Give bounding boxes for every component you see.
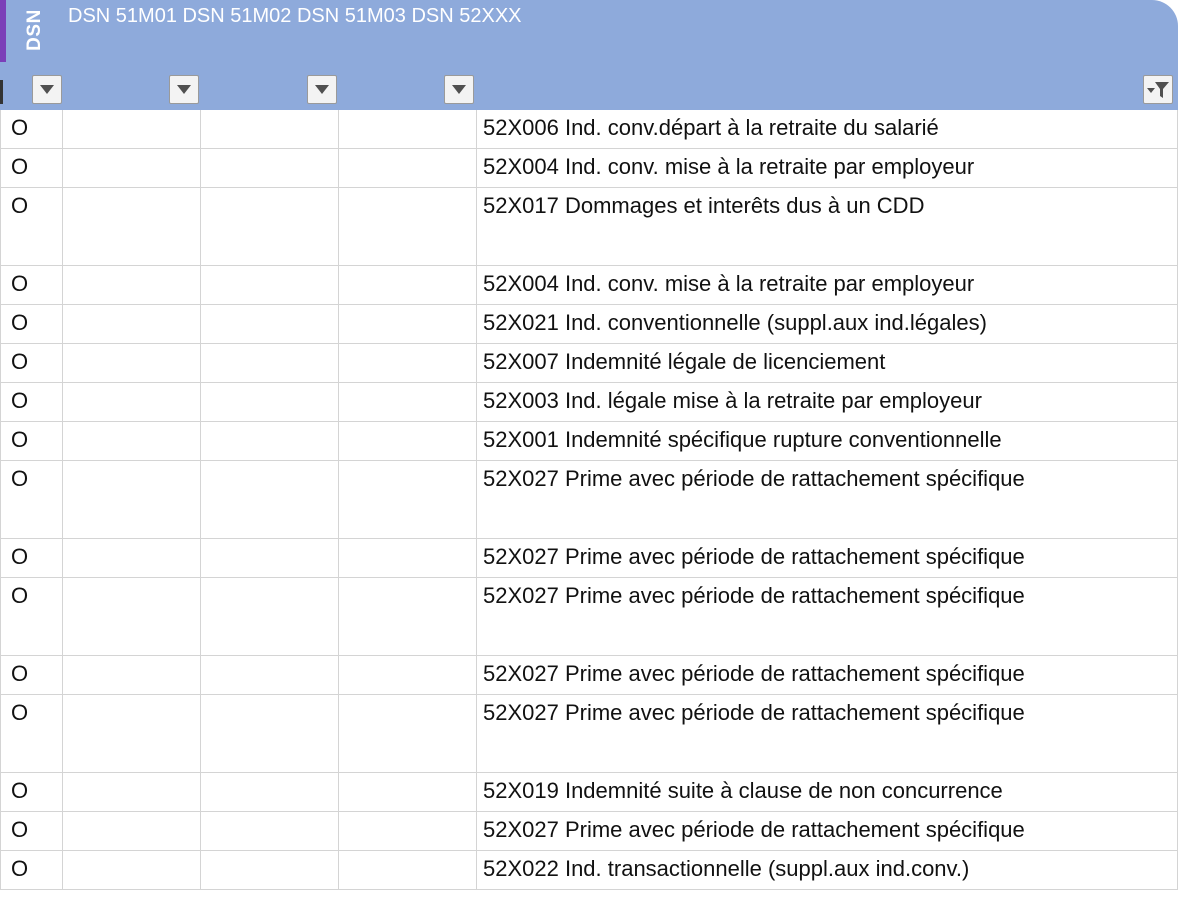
cell-empty[interactable] <box>201 422 339 460</box>
left-edge-marker <box>0 80 3 104</box>
sheet-tab-strip <box>0 0 6 62</box>
cell-empty[interactable] <box>63 578 201 655</box>
cell-flag[interactable]: O <box>0 266 63 304</box>
cell-empty[interactable] <box>63 461 201 538</box>
cell-empty[interactable] <box>63 539 201 577</box>
cell-flag[interactable]: O <box>0 539 63 577</box>
cell-empty[interactable] <box>339 149 477 187</box>
table-row <box>0 188 1178 266</box>
cell-empty[interactable] <box>201 266 339 304</box>
cell-empty[interactable] <box>201 305 339 343</box>
cell-empty[interactable] <box>339 695 477 772</box>
table-row <box>0 383 1178 422</box>
table-row <box>0 344 1178 383</box>
cell-label[interactable]: 52X006 Ind. conv.départ à la retraite du salarié <box>477 110 1178 148</box>
table-row <box>0 578 1178 656</box>
cell-flag[interactable]: O <box>0 149 63 187</box>
table-row <box>0 110 1178 149</box>
cell-flag[interactable]: O <box>0 695 63 772</box>
table-row <box>0 305 1178 344</box>
cell-flag[interactable]: O <box>0 773 63 811</box>
cell-empty[interactable] <box>63 773 201 811</box>
cell-empty[interactable] <box>339 383 477 421</box>
cell-flag[interactable]: O <box>0 110 63 148</box>
cell-flag[interactable]: O <box>0 851 63 889</box>
cell-flag[interactable]: O <box>0 305 63 343</box>
cell-flag[interactable]: O <box>0 578 63 655</box>
table-row <box>0 851 1178 890</box>
cell-label[interactable]: 52X027 Prime avec période de rattachement spécifique <box>477 812 1178 850</box>
cell-label[interactable]: 52X027 Prime avec période de rattachement spécifique <box>477 578 1178 655</box>
cell-empty[interactable] <box>201 383 339 421</box>
table-row <box>0 422 1178 461</box>
cell-empty[interactable] <box>339 656 477 694</box>
table-row <box>0 461 1178 539</box>
vertical-header-label: DSN <box>24 9 45 51</box>
cell-empty[interactable] <box>201 578 339 655</box>
filter-button-col5[interactable] <box>1143 75 1173 104</box>
cell-flag[interactable]: O <box>0 461 63 538</box>
table-row <box>0 539 1178 578</box>
cell-empty[interactable] <box>339 188 477 265</box>
cell-empty[interactable] <box>63 266 201 304</box>
cell-empty[interactable] <box>339 578 477 655</box>
cell-empty[interactable] <box>63 344 201 382</box>
table-row <box>0 266 1178 305</box>
vertical-header <box>22 2 48 58</box>
header-band <box>0 0 1178 110</box>
table-row <box>0 773 1178 812</box>
table-row <box>0 149 1178 188</box>
cell-flag[interactable]: O <box>0 656 63 694</box>
cell-empty[interactable] <box>63 851 201 889</box>
cell-empty[interactable] <box>201 695 339 772</box>
cell-empty[interactable] <box>339 266 477 304</box>
cell-empty[interactable] <box>201 773 339 811</box>
cell-label[interactable]: 52X027 Prime avec période de rattachement spécifique <box>477 461 1178 538</box>
dropdown-arrow-icon <box>40 85 54 94</box>
header-title: DSN 51M01 DSN 51M02 DSN 51M03 DSN 52XXX <box>68 5 522 27</box>
cell-empty[interactable] <box>201 539 339 577</box>
cell-empty[interactable] <box>339 851 477 889</box>
filter-button-col4[interactable] <box>444 75 474 104</box>
cell-empty[interactable] <box>339 110 477 148</box>
cell-empty[interactable] <box>63 812 201 850</box>
dropdown-arrow-icon <box>315 85 329 94</box>
dropdown-arrow-icon <box>452 85 466 94</box>
cell-empty[interactable] <box>63 695 201 772</box>
cell-label[interactable]: 52X003 Ind. légale mise à la retraite par employeur <box>477 383 1178 421</box>
cell-empty[interactable] <box>339 773 477 811</box>
cell-empty[interactable] <box>201 851 339 889</box>
cell-empty[interactable] <box>201 110 339 148</box>
cell-label[interactable]: 52X027 Prime avec période de rattachement spécifique <box>477 695 1178 772</box>
cell-label[interactable]: 52X004 Ind. conv. mise à la retraite par employeur <box>477 266 1178 304</box>
cell-empty[interactable] <box>63 188 201 265</box>
table-row <box>0 656 1178 695</box>
cell-empty[interactable] <box>201 656 339 694</box>
cell-empty[interactable] <box>339 539 477 577</box>
cell-empty[interactable] <box>339 422 477 460</box>
cell-empty[interactable] <box>63 422 201 460</box>
cell-flag[interactable]: O <box>0 383 63 421</box>
cell-empty[interactable] <box>63 110 201 148</box>
cell-empty[interactable] <box>201 188 339 265</box>
cell-empty[interactable] <box>201 344 339 382</box>
dropdown-arrow-icon <box>177 85 191 94</box>
cell-flag[interactable]: O <box>0 344 63 382</box>
cell-flag[interactable]: O <box>0 422 63 460</box>
cell-label[interactable]: 52X017 Dommages et interêts dus à un CDD <box>477 188 1178 265</box>
cell-label[interactable]: 52X027 Prime avec période de rattachement spécifique <box>477 656 1178 694</box>
cell-label[interactable]: 52X007 Indemnité légale de licenciement <box>477 344 1178 382</box>
cell-label[interactable]: 52X004 Ind. conv. mise à la retraite par employeur <box>477 149 1178 187</box>
cell-empty[interactable] <box>63 149 201 187</box>
cell-empty[interactable] <box>63 383 201 421</box>
cell-empty[interactable] <box>339 344 477 382</box>
filter-button-col1[interactable] <box>32 75 62 104</box>
cell-label[interactable]: 52X001 Indemnité spécifique rupture conventionnelle <box>477 422 1178 460</box>
filter-funnel-icon <box>1147 82 1169 98</box>
cell-empty[interactable] <box>63 656 201 694</box>
cell-flag[interactable]: O <box>0 812 63 850</box>
cell-label[interactable]: 52X022 Ind. transactionnelle (suppl.aux ind.conv.) <box>477 851 1178 889</box>
cell-empty[interactable] <box>339 305 477 343</box>
filter-button-col3[interactable] <box>307 75 337 104</box>
cell-label[interactable]: 52X021 Ind. conventionnelle (suppl.aux ind.légales) <box>477 305 1178 343</box>
cell-label[interactable]: 52X027 Prime avec période de rattachement spécifique <box>477 539 1178 577</box>
cell-flag[interactable]: O <box>0 188 63 265</box>
data-grid <box>0 110 1178 890</box>
table-row <box>0 695 1178 773</box>
cell-empty[interactable] <box>339 461 477 538</box>
cell-empty[interactable] <box>63 305 201 343</box>
cell-empty[interactable] <box>201 149 339 187</box>
cell-label[interactable]: 52X019 Indemnité suite à clause de non concurrence <box>477 773 1178 811</box>
table-row <box>0 812 1178 851</box>
cell-empty[interactable] <box>339 812 477 850</box>
filter-button-col2[interactable] <box>169 75 199 104</box>
cell-empty[interactable] <box>201 812 339 850</box>
cell-empty[interactable] <box>201 461 339 538</box>
